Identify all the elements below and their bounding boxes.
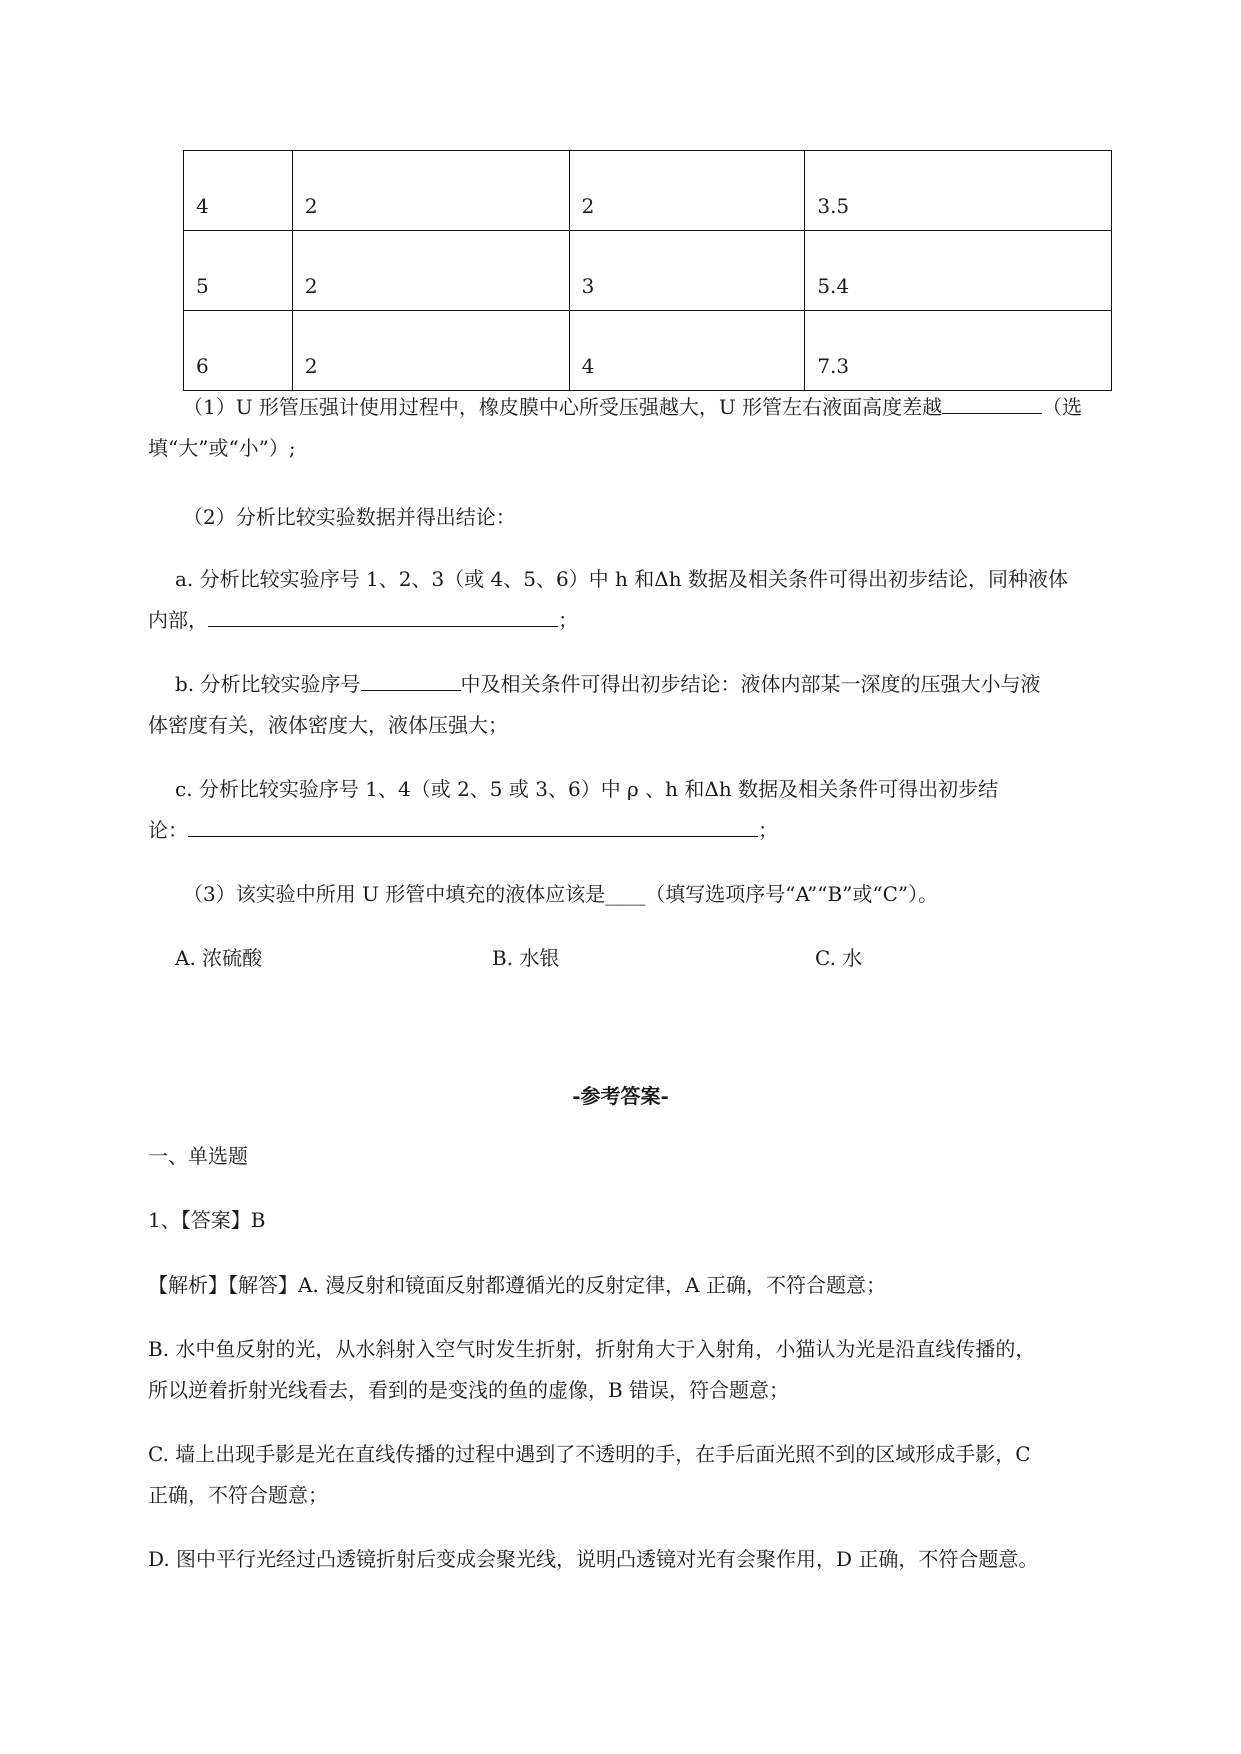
question-2a-line-2: 内部， ；: [148, 608, 578, 632]
answers-title: -参考答案-: [572, 1084, 669, 1108]
table-cell: 2: [292, 151, 569, 231]
analysis-b-line-1: B. 水中鱼反射的光，从水斜射入空气时发生折射，折射角大于入射角，小猫认为光是沿直线传播的，: [148, 1337, 1036, 1361]
analysis-b-line-2: 所以逆着折射光线看去，看到的是变浅的鱼的虚像，B 错误，符合题意；: [148, 1378, 790, 1402]
table-cell: 4: [184, 151, 293, 231]
question-2c-line-2: 论： ；: [148, 818, 778, 842]
analysis-c-line-2: 正确，不符合题意；: [148, 1483, 328, 1507]
analysis-line: 【解析】【解答】A. 漫反射和镜面反射都遵循光的反射定律，A 正确，不符合题意；: [148, 1273, 886, 1297]
table-row: [184, 231, 1112, 311]
table-row: [184, 151, 1112, 231]
table-cell: 3: [569, 231, 805, 311]
table-cell: 6: [184, 311, 293, 391]
question-2-intro: （2）分析比较实验数据并得出结论：: [183, 505, 516, 529]
question-2b-line-1: b. 分析比较实验序号 中及相关条件可得出初步结论：液体内部某一深度的压强大小与液: [175, 672, 1041, 696]
question-2a-line-1: a. 分析比较实验序号 1、2、3（或 4、5、6）中 h 和Δh 数据及相关条件可得出初步结论，同种液体: [175, 567, 1068, 591]
table-row: [184, 311, 1112, 391]
option-c: C. 水: [815, 946, 863, 970]
table-cell: 3.5: [805, 151, 1112, 231]
table-cell: 2: [292, 311, 569, 391]
question-3: （3）该实验中所用 U 形管中填充的液体应该是____（填写选项序号“A”“B”或“C”）。: [183, 882, 939, 906]
question-1-line-2: 填“大”或“小”）;: [148, 436, 296, 460]
answer-blank: [361, 672, 461, 691]
option-b: B. 水银: [492, 946, 560, 970]
answer-blank: [942, 395, 1042, 414]
table-cell: 2: [569, 151, 805, 231]
answer-blank: [208, 608, 558, 627]
question-1-line-1: （1）U 形管压强计使用过程中，橡皮膜中心所受压强越大，U 形管左右液面高度差越 （选: [183, 395, 1083, 419]
table-cell: 7.3: [805, 311, 1112, 391]
question-2b-line-2: 体密度有关，液体密度大，液体压强大；: [148, 713, 508, 737]
table-cell: 4: [569, 311, 805, 391]
answer-blank: [188, 818, 758, 837]
answer-1: 1、【答案】B: [148, 1208, 266, 1232]
analysis-d-line: D. 图中平行光经过凸透镜折射后变成会聚光线，说明凸透镜对光有会聚作用，D 正确，不符合题意。: [148, 1547, 1039, 1571]
table-cell: 2: [292, 231, 569, 311]
data-table: [183, 150, 1112, 391]
table-cell: 5: [184, 231, 293, 311]
question-2c-line-1: c. 分析比较实验序号 1、4（或 2、5 或 3、6）中 ρ 、h 和Δh 数据及相关条件可得出初步结: [175, 777, 999, 801]
analysis-c-line-1: C. 墙上出现手影是光在直线传播的过程中遇到了不透明的手，在手后面光照不到的区域形成手影，C: [148, 1442, 1031, 1466]
section-heading: 一、单选题: [148, 1144, 248, 1168]
option-a: A. 浓硫酸: [175, 946, 263, 970]
table-cell: 5.4: [805, 231, 1112, 311]
